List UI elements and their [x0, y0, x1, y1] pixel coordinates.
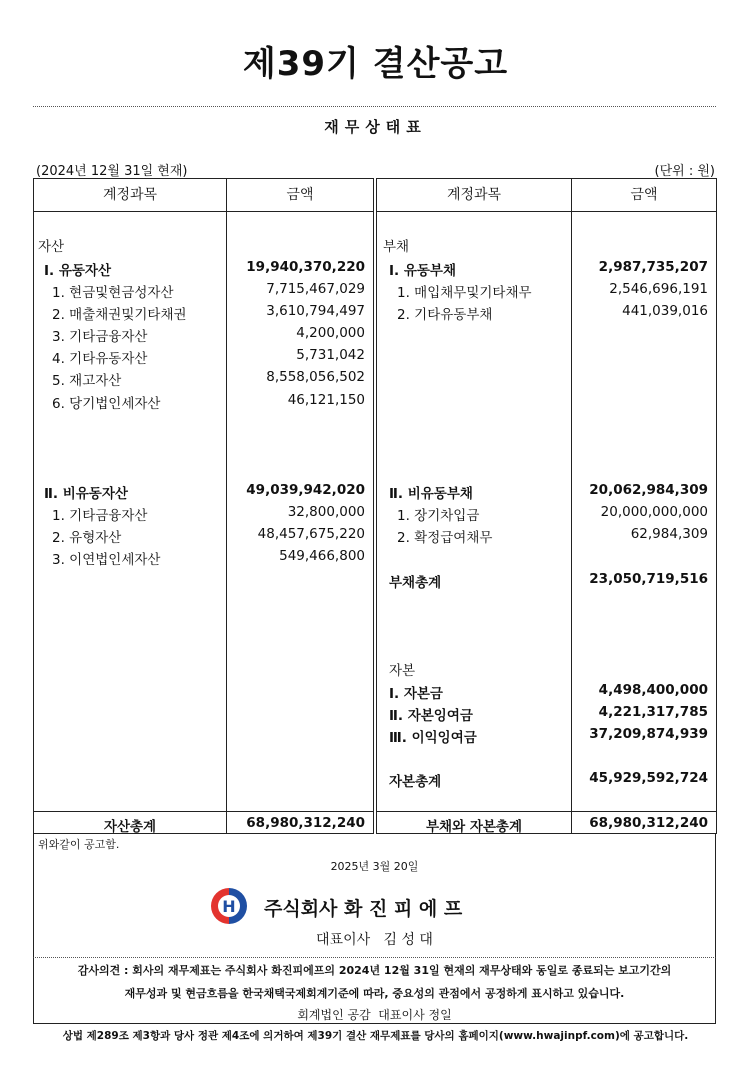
assets-header-amount: 금액	[286, 187, 314, 203]
equity-total-label: 자본총계	[389, 774, 442, 790]
audit-opinion-box	[33, 958, 716, 1024]
liab-total-label: 부채총계	[389, 575, 442, 591]
equity-section-label: 자본	[389, 663, 416, 679]
list-item-amount: 46,121,150	[287, 392, 365, 408]
unit-label: (단위 : 원)	[654, 164, 715, 179]
noncurrent-assets-label: Ⅱ. 비유동자산	[44, 486, 128, 502]
notice-note: 위와같이 공고함.	[38, 838, 120, 851]
liab-header-account: 계정과목	[446, 187, 502, 203]
list-item-amount: 20,000,000,000	[600, 504, 708, 520]
liab-equity-total-amount: 68,980,312,240	[589, 815, 708, 831]
list-item-amount: 37,209,874,939	[589, 726, 708, 742]
liabilities-section-label: 부채	[383, 239, 410, 255]
assets-header-account: 계정과목	[102, 187, 158, 203]
liabilities-equity-table	[376, 178, 717, 834]
audit-line-1: 감사의견 : 회사의 재무제표는 주식회사 화진피에프의 2024년 12월 31일 현재의 재무상태와 동일로 종료되는 보고기간의	[77, 964, 672, 977]
list-item-amount: 7,715,467,029	[266, 281, 365, 297]
current-assets-amount: 19,940,370,220	[246, 259, 365, 275]
audit-line-2: 재무성과 및 현금흐름을 한국채택국제회계기준에 따라, 중요성의 관점에서 공정하게 표시하고 있습니다.	[124, 987, 625, 1000]
list-item: 1. 매입채무및기타채무	[397, 285, 532, 301]
list-item-amount: 4,221,317,785	[598, 704, 708, 720]
list-item-amount: 2,546,696,191	[609, 281, 708, 297]
title-divider	[33, 106, 716, 107]
list-item-amount: 4,200,000	[296, 325, 365, 341]
equity-total-amount: 45,929,592,724	[589, 770, 708, 786]
current-liab-amount: 2,987,735,207	[598, 259, 708, 275]
list-item-amount: 62,984,309	[630, 526, 708, 542]
list-item: 1. 기타금융자산	[52, 508, 148, 524]
auditor-name: 회계법인 공감 대표이사 정일	[297, 1008, 452, 1022]
publication-notice: 상법 제289조 제3항과 당사 정관 제4조에 의거하여 제39기 결산 재무제표를 당사의 홈페이지(www.hwajinpf.com)에 공고합니다.	[62, 1030, 689, 1042]
list-item: 3. 이연법인세자산	[52, 552, 161, 568]
assets-section-label: 자산	[38, 239, 65, 255]
list-item-amount: 3,610,794,497	[266, 303, 365, 319]
list-item: Ⅱ. 자본잉여금	[389, 708, 473, 724]
list-item: 6. 당기법인세자산	[52, 396, 161, 412]
company-name: 주식회사 화 진 피 에 프	[264, 898, 463, 920]
assets-total-amount: 68,980,312,240	[246, 815, 365, 831]
list-item-amount: 441,039,016	[622, 303, 708, 319]
list-item-amount: 32,800,000	[287, 504, 365, 520]
ceo-name: 대표이사 김 성 대	[316, 932, 433, 948]
assets-total-label: 자산총계	[103, 819, 157, 835]
statement-title: 재무상태표	[324, 118, 427, 136]
liab-header-amount: 금액	[630, 187, 658, 203]
current-liab-label: Ⅰ. 유동부채	[389, 263, 457, 279]
list-item: 2. 확정급여채무	[397, 530, 493, 546]
noncurrent-liab-label: Ⅱ. 비유동부채	[389, 486, 473, 502]
list-item: 4. 기타유동자산	[52, 351, 148, 367]
list-item: 1. 장기차입금	[397, 508, 480, 524]
list-item: 1. 현금및현금성자산	[52, 285, 174, 301]
list-item-amount: 5,731,042	[296, 347, 365, 363]
list-item: Ⅰ. 자본금	[389, 686, 443, 702]
noncurrent-assets-amount: 49,039,942,020	[246, 482, 365, 498]
liab-total-amount: 23,050,719,516	[589, 571, 708, 587]
notice-box	[33, 834, 716, 958]
list-item-amount: 48,457,675,220	[257, 526, 365, 542]
list-item: 5. 재고자산	[52, 373, 122, 389]
page-title: 제39기 결산공고	[242, 44, 509, 84]
company-logo	[209, 886, 249, 926]
list-item: 2. 매출채권및기타채권	[52, 307, 187, 323]
list-item-amount: 8,558,056,502	[266, 369, 365, 385]
list-item: 2. 기타유동부채	[397, 307, 493, 323]
logo-letter: H	[222, 897, 236, 916]
list-item: 3. 기타금융자산	[52, 329, 148, 345]
list-item: 2. 유형자산	[52, 530, 122, 546]
statement-date: (2024년 12월 31일 현재)	[36, 164, 188, 179]
current-assets-label: Ⅰ. 유동자산	[44, 263, 112, 279]
list-item-amount: 4,498,400,000	[598, 682, 708, 698]
notice-date: 2025년 3월 20일	[330, 860, 419, 873]
assets-table	[33, 178, 374, 834]
list-item-amount: 549,466,800	[279, 548, 365, 564]
noncurrent-liab-amount: 20,062,984,309	[589, 482, 708, 498]
list-item: Ⅲ. 이익잉여금	[389, 730, 477, 746]
liab-equity-total-label: 부채와 자본총계	[426, 819, 522, 835]
